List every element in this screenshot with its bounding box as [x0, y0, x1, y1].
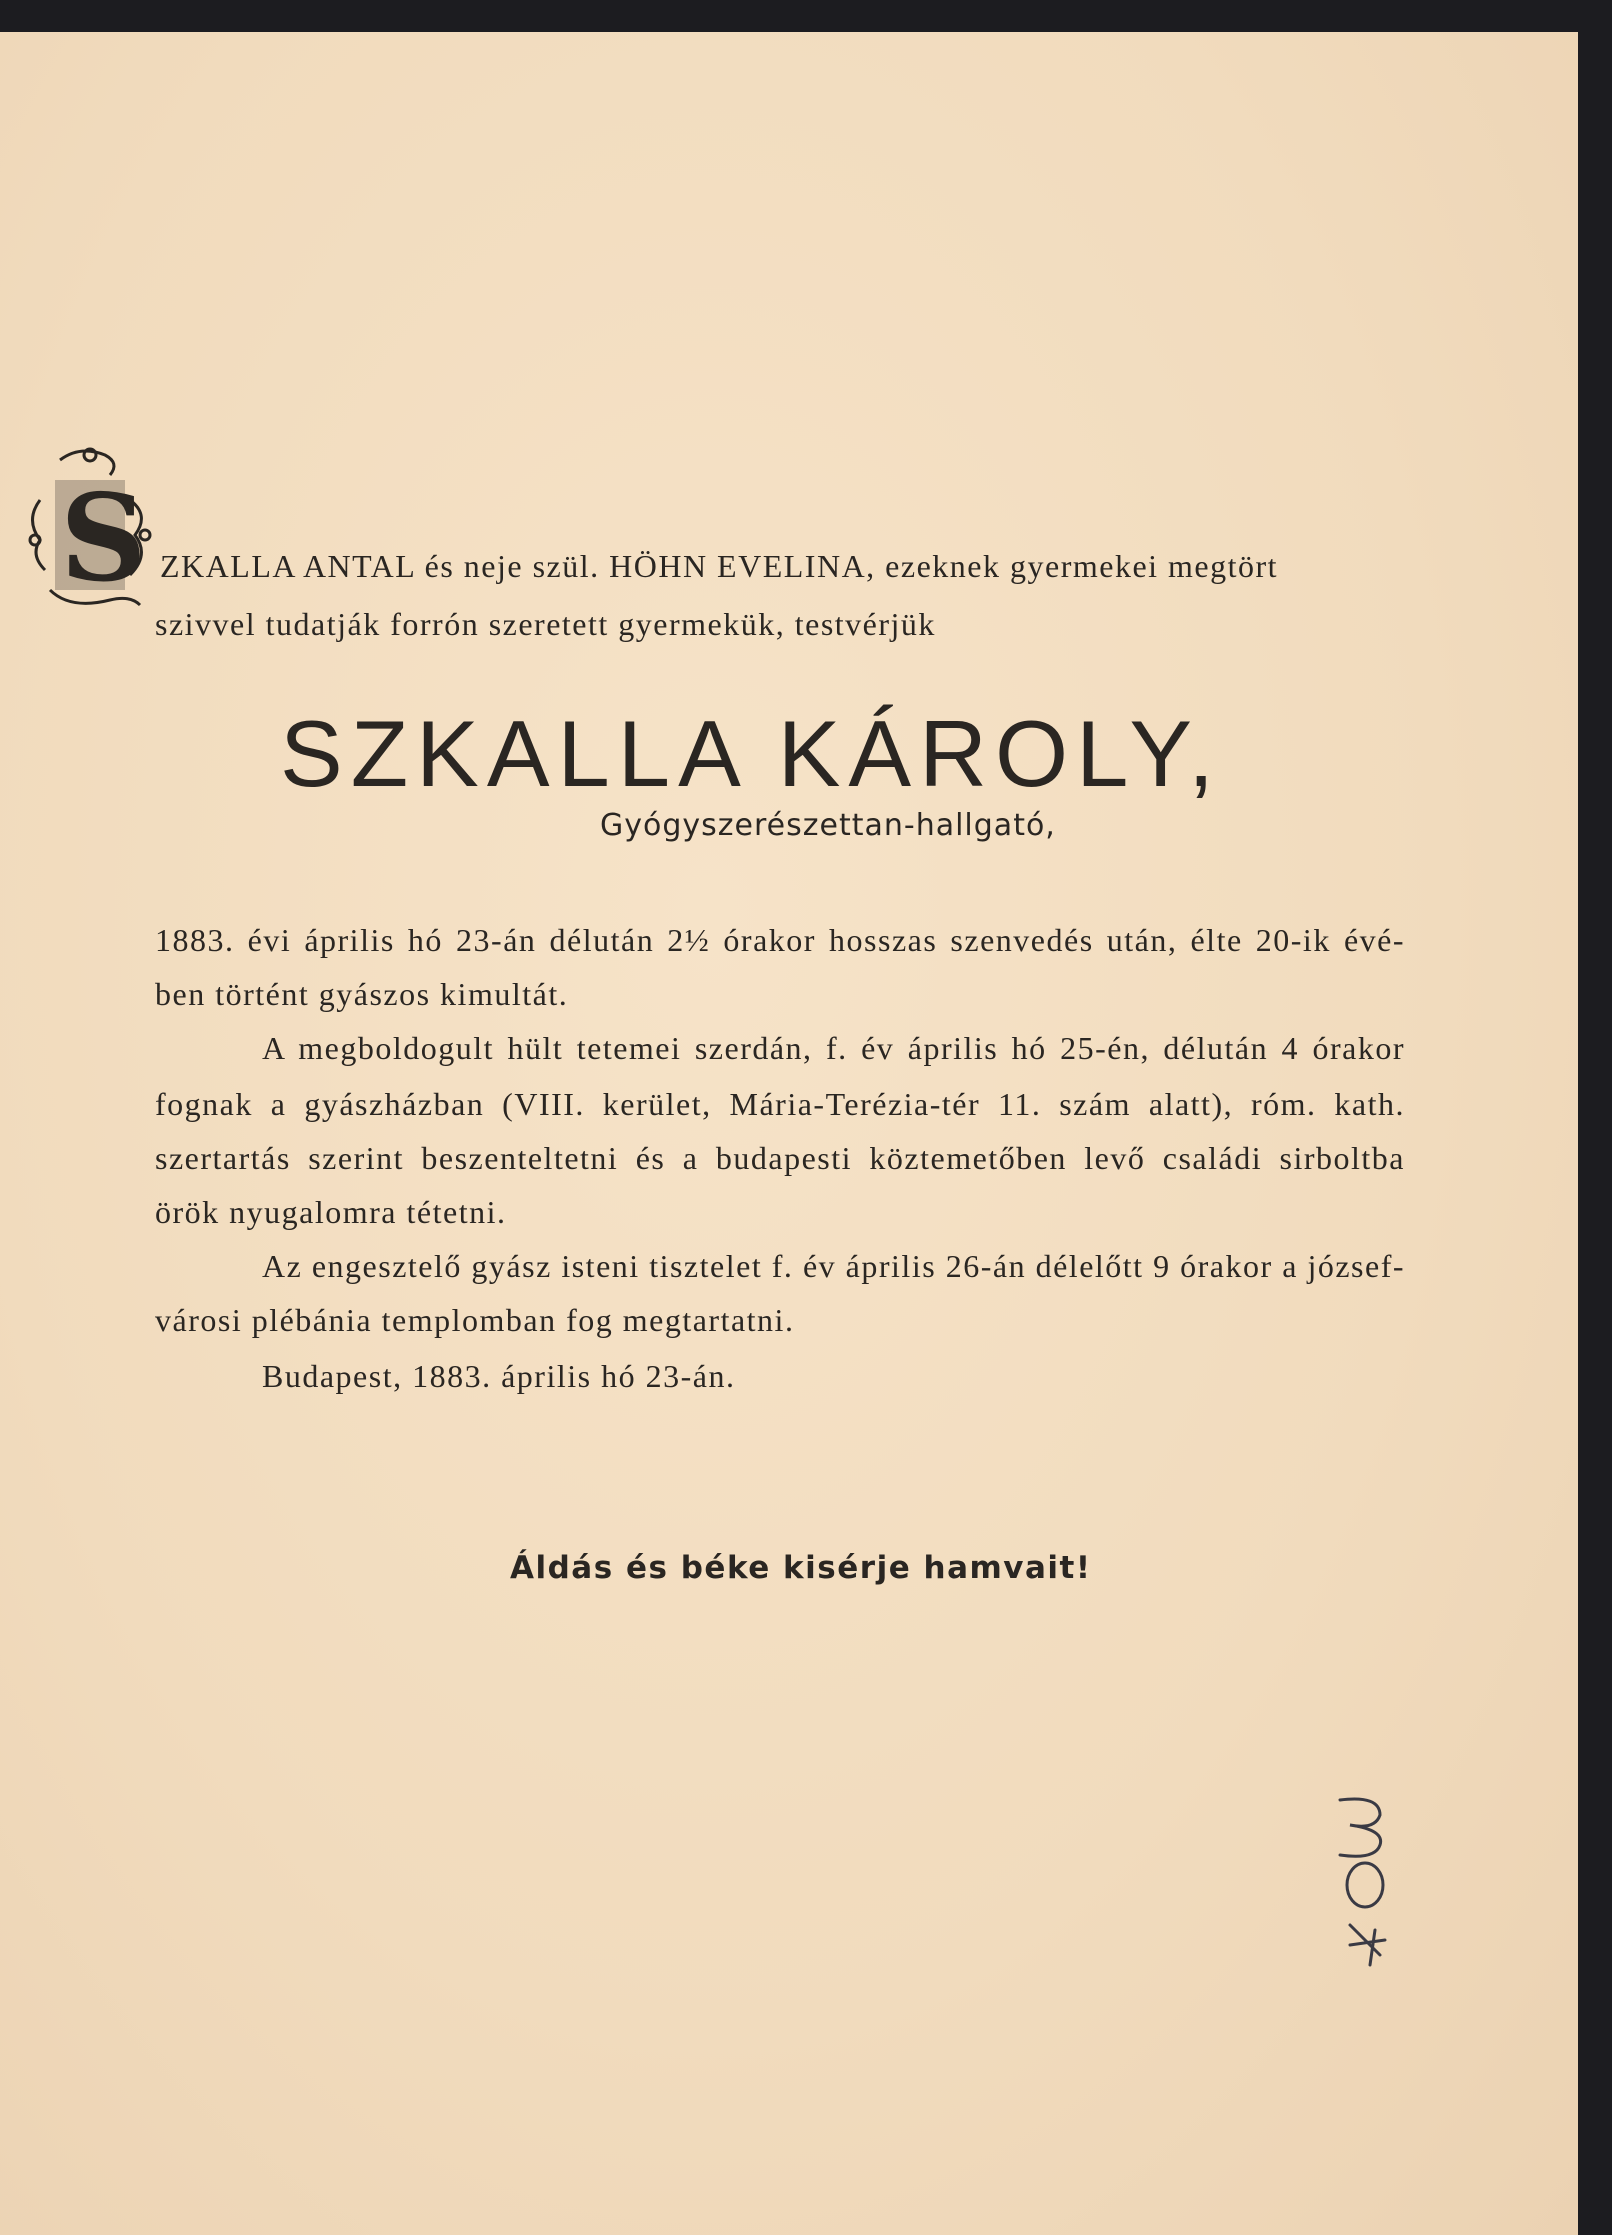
paragraph-3-line-1: Az engesztelő gyász isteni tisztelet f. év április 26-án délelőtt 9 órakor a józsef-: [262, 1248, 1405, 1284]
deceased-name: SZKALLA KÁROLY,: [280, 701, 1223, 806]
handwritten-archive-number: [1320, 1790, 1440, 1970]
paragraph-1-line-2: ben történt gyászos kimultát.: [155, 976, 569, 1012]
place-and-date: Budapest, 1883. április hó 23-án.: [262, 1358, 736, 1394]
paragraph-2-line-3: szertartás szerint beszenteltetni és a budapesti köztemetőben levő családi sirboltba: [155, 1140, 1405, 1176]
blessing-line: Áldás és béke kisérje hamvait!: [510, 1550, 1092, 1586]
paragraph-1-line-1: 1883. évi április hó 23-án délután 2½ órakor hosszas szenvedés után, élte 20-ik évé-: [155, 922, 1405, 958]
intro-line-2: szivvel tudatják forrón szeretett gyermekük, testvérjük: [155, 606, 936, 642]
intro-line-1: ZKALLA ANTAL és neje szül. HÖHN EVELINA, ezeknek gyermekei megtört: [160, 548, 1279, 584]
paragraph-3-line-2: városi plébánia templomban fog megtartatni.: [155, 1302, 795, 1338]
initial-letter: S: [60, 468, 147, 609]
paragraph-2-line-2: fognak a gyászházban (VIII. kerület, Mária-Terézia-tér 11. szám alatt), róm. kath.: [155, 1086, 1405, 1122]
deceased-title: Gyógyszerészettan-hallgató,: [600, 808, 1056, 843]
paragraph-2-line-1: A megboldogult hült tetemei szerdán, f. év április hó 25-én, délután 4 órakor: [262, 1030, 1405, 1066]
ornamental-initial: [20, 440, 160, 640]
paragraph-2-line-4: örök nyugalomra tétetni.: [155, 1194, 507, 1230]
handwritten-number-icon: [1320, 1790, 1440, 1970]
